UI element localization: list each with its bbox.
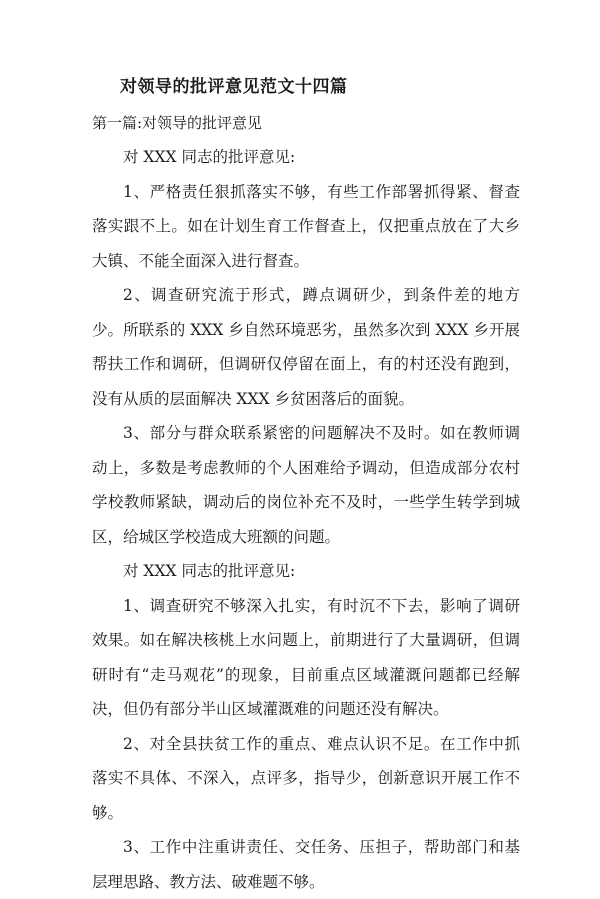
paragraph: 对 XXX 同志的批评意见: xyxy=(123,148,296,166)
paragraph: 1、严格责任狠抓落实不够，有些工作部署抓得紧、督查落实跟不上。如在计划生育工作督查上，仅把重点放在了大乡大镇、不能全面深入进行督查。 xyxy=(92,182,520,270)
paragraph: 2、调查研究流于形式，蹲点调研少，到条件差的地方少。所联系的 XXX 乡自然环境恶劣，虽然多次到 XXX 乡开展帮扶工作和调研，但调研仅停留在面上，有的村还没有跑到，没有从质的层面解决 XXX 乡贫困落后的面貌。 xyxy=(92,286,520,408)
section-heading: 第一篇:对领导的批评意见 xyxy=(92,114,263,132)
paragraph: 1、调查研究不够深入扎实，有时沉不下去，影响了调研效果。如在解决核桃上水问题上，前期进行了大量调研，但调研时有“走马观花”的现象，目前重点区域灌溉问题都已经解决，但仍有部分半山区域灌溉难的问题还没有解决。 xyxy=(92,596,520,718)
document-title: 对领导的批评意见范文十四篇 xyxy=(120,77,348,97)
document-body xyxy=(92,140,520,899)
paragraph: 2、对全县扶贫工作的重点、难点认识不足。在工作中抓落实不具体、不深入，点评多，指导少，创新意识开展工作不够。 xyxy=(92,734,520,822)
paragraph: 对 XXX 同志的批评意见: xyxy=(123,562,296,580)
paragraph: 3、工作中注重讲责任、交任务、压担子，帮助部门和基层理思路、教方法、破难题不够。 xyxy=(92,838,520,891)
paragraph: 3、部分与群众联系紧密的问题解决不及时。如在教师调动上，多数是考虑教师的个人困难给予调动，但造成部分农村学校教师紧缺，调动后的岗位补充不及时，一些学生转学到城区，给城区学校造成大班额的问题。 xyxy=(92,424,520,546)
